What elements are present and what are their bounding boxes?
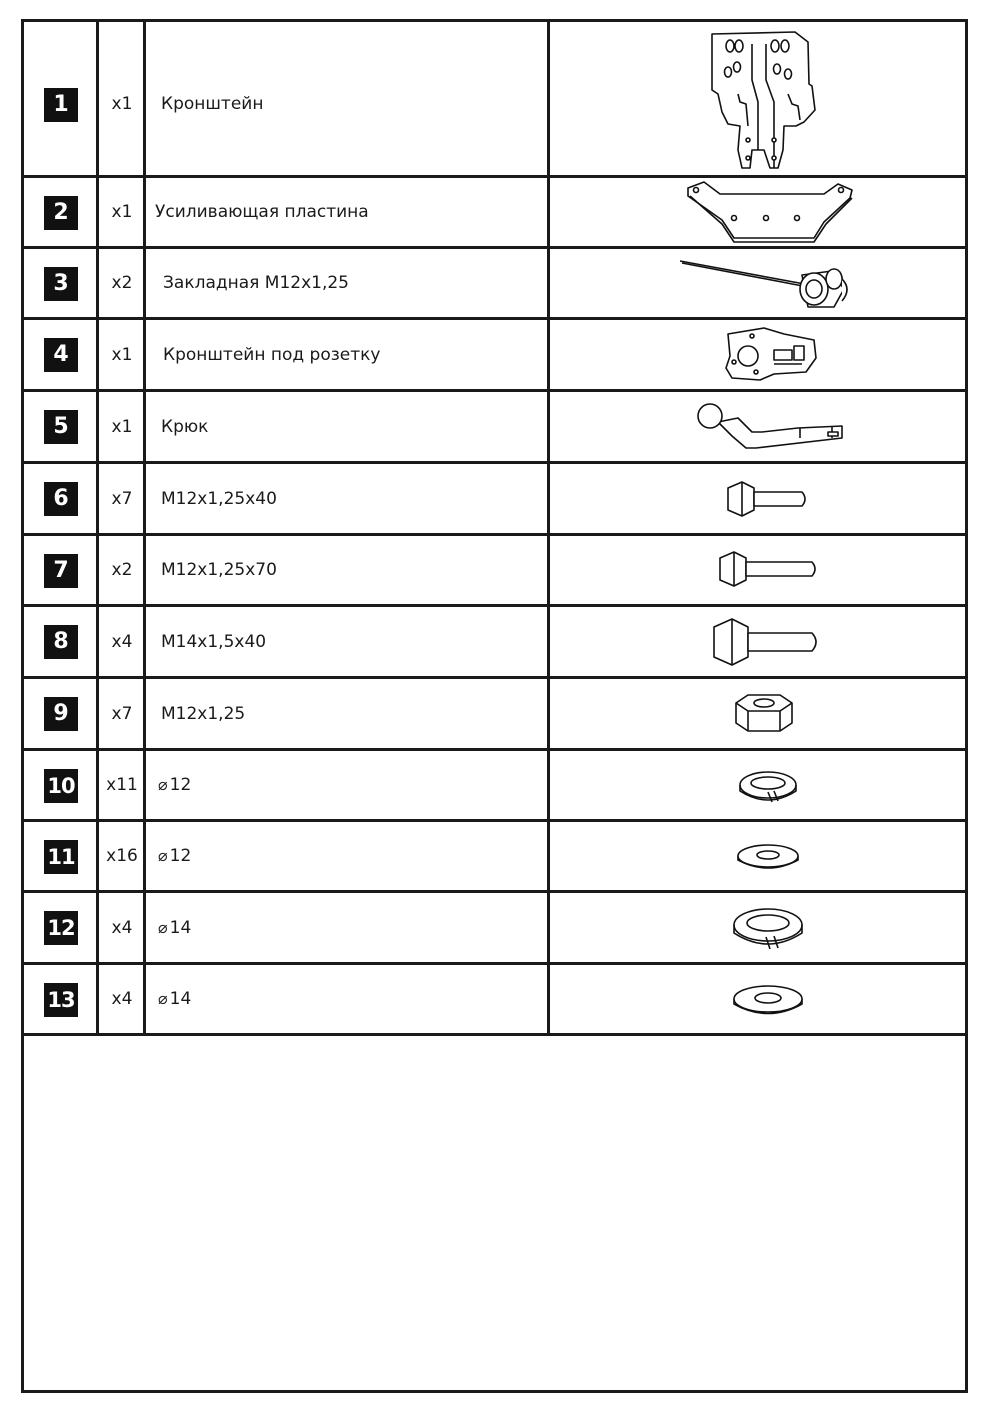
item-quantity: x1 (111, 202, 133, 222)
item-number: 12 (44, 911, 78, 945)
table-row (24, 536, 965, 607)
item-name (158, 775, 191, 795)
item-number: 5 (44, 410, 78, 444)
hex-nut-icon (552, 679, 965, 748)
diameter-symbol: ⌀ (158, 918, 168, 937)
spring-washer-icon (552, 893, 965, 962)
item-number: 13 (44, 983, 78, 1017)
spring-washer-icon (552, 751, 965, 819)
item-quantity: x1 (111, 345, 133, 365)
item-name: Крюк (161, 417, 209, 437)
item-quantity: x7 (111, 704, 133, 724)
item-quantity: x11 (106, 775, 138, 795)
item-name: М14х1,5х40 (161, 632, 267, 652)
item-size: 12 (169, 775, 192, 795)
item-number: 11 (44, 840, 78, 874)
item-number: 2 (44, 196, 78, 230)
item-number: 9 (44, 697, 78, 731)
bracket-icon (552, 22, 965, 175)
tow-ball-hook-icon (552, 392, 965, 461)
table-row (24, 22, 965, 178)
item-number: 3 (44, 267, 78, 301)
long-bolt-icon (552, 536, 965, 604)
item-name: Усиливающая пластина (155, 202, 369, 222)
table-row (24, 679, 965, 751)
socket-bracket-icon (552, 320, 965, 389)
item-quantity: x16 (106, 846, 138, 866)
flat-washer-icon (552, 822, 965, 890)
item-name: М12х1,25 (161, 704, 246, 724)
item-name: М12х1,25х70 (161, 560, 277, 580)
diameter-symbol: ⌀ (158, 989, 168, 1008)
item-number: 1 (44, 88, 78, 122)
table-row (24, 464, 965, 536)
item-name (158, 846, 191, 866)
item-quantity: x4 (111, 989, 133, 1009)
item-name: Кронштейн под розетку (163, 345, 381, 365)
item-number: 10 (44, 769, 78, 803)
large-bolt-icon (552, 607, 965, 676)
parts-table (21, 19, 968, 1393)
item-quantity: x4 (111, 918, 133, 938)
item-quantity: x2 (111, 273, 133, 293)
table-row (24, 893, 965, 965)
item-quantity: x7 (111, 489, 133, 509)
table-row (24, 751, 965, 822)
table-row (24, 965, 965, 1036)
item-number: 6 (44, 482, 78, 516)
table-row (24, 320, 965, 392)
table-row (24, 822, 965, 893)
bolt-icon (552, 464, 965, 533)
item-quantity: x4 (111, 632, 133, 652)
item-number: 4 (44, 338, 78, 372)
table-row (24, 249, 965, 320)
item-quantity: x2 (111, 560, 133, 580)
item-name: Кронштейн (161, 94, 264, 114)
item-size: 12 (169, 846, 192, 866)
flat-washer-icon (552, 965, 965, 1033)
item-name (158, 918, 191, 938)
item-name: М12х1,25х40 (161, 489, 277, 509)
item-size: 14 (169, 918, 192, 938)
item-number: 8 (44, 625, 78, 659)
item-number: 7 (44, 554, 78, 588)
item-name (158, 989, 191, 1009)
diameter-symbol: ⌀ (158, 775, 168, 794)
item-quantity: x1 (111, 94, 133, 114)
embedded-nut-with-wire-icon (552, 249, 965, 317)
table-row (24, 178, 965, 249)
item-size: 14 (169, 989, 192, 1009)
item-quantity: x1 (111, 417, 133, 437)
item-name: Закладная М12х1,25 (163, 273, 349, 293)
table-row (24, 607, 965, 679)
diameter-symbol: ⌀ (158, 846, 168, 865)
reinforcing-plate-icon (552, 178, 965, 246)
table-row (24, 392, 965, 464)
